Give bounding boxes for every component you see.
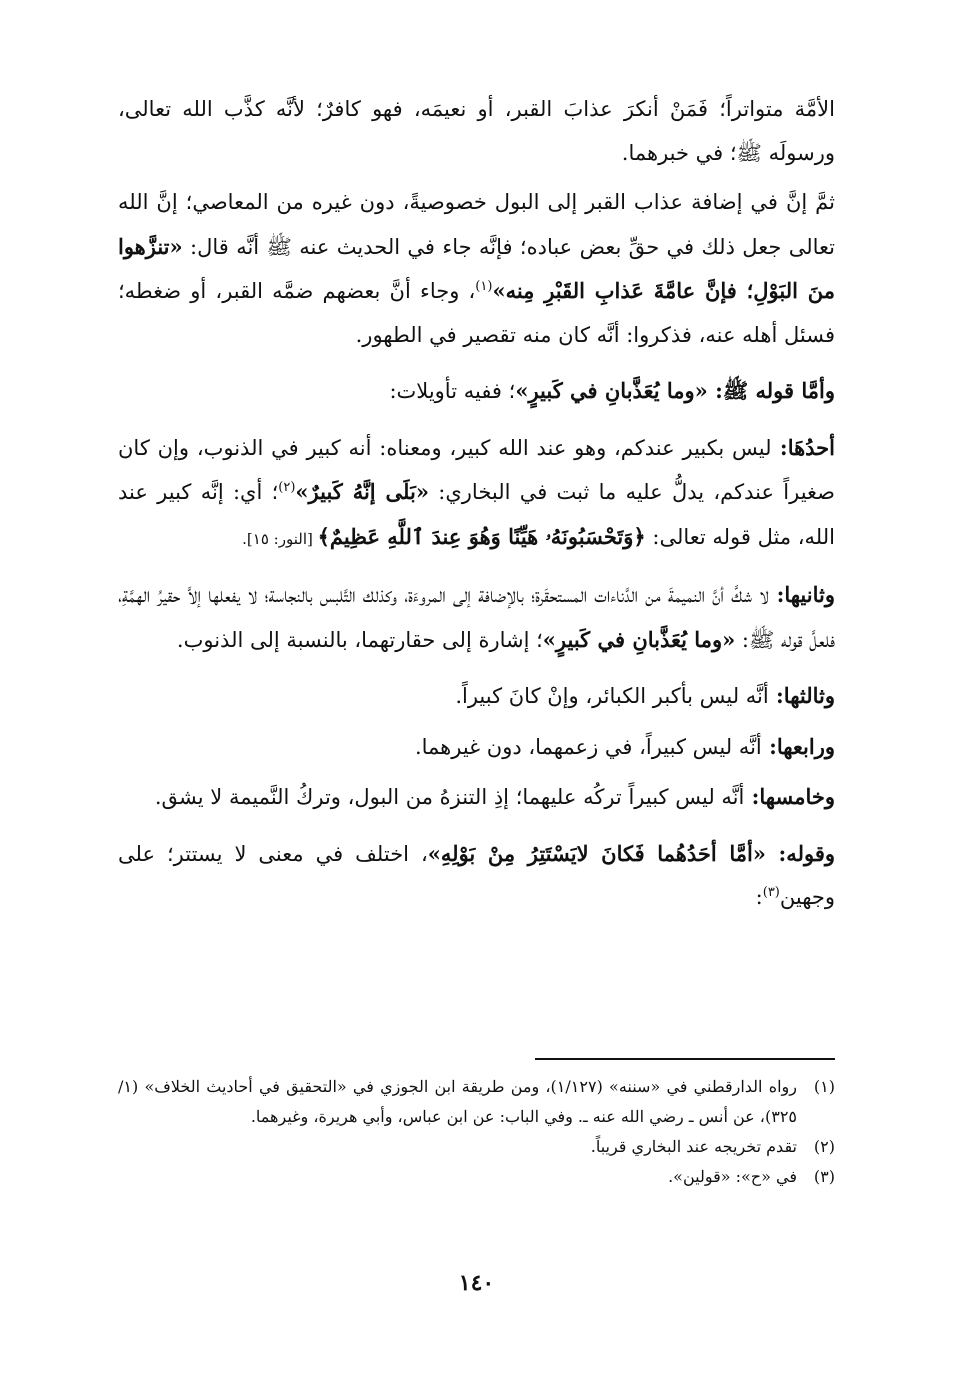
hadith-quote: «بَلَى إنَّهُ كَبيرٌ»	[295, 479, 429, 504]
footnote-marker[interactable]: (٢)	[278, 480, 296, 495]
main-text	[118, 88, 835, 932]
paragraph-text: ، وجاء أنَّ بعضهم ضمَّه القبر، أو ضغطه؛ فسئل أهله عنه، فذكروا: أنَّه كان منه تقصير في الطهور.	[118, 279, 835, 347]
paragraph-lead: وثالثها:	[768, 683, 835, 708]
page-number: ١٤٠	[458, 1270, 495, 1296]
paragraph-9	[118, 832, 835, 920]
hadith-quote: «تنزَّهوا منَ البَوْلِ؛ فإنَّ عامَّةَ عَذابِ القَبْرِ مِنه»	[118, 233, 836, 303]
paragraph-text: ؛ ففيه تأويلات:	[389, 379, 516, 403]
footnote-number: (٢)	[813, 1137, 835, 1156]
paragraph-3	[118, 369, 835, 414]
paragraph-text: ، اختلف في معنى لا يستتر؛ على وجهين	[118, 841, 835, 909]
paragraph-text: أنَّه ليس كبيراً، في زعمهما، دون غيرهما.	[414, 734, 762, 759]
paragraph-2	[118, 181, 835, 357]
paragraph-text: ؛ إشارة إلى حقارتهما، بالنسبة إلى الذنوب.	[176, 627, 543, 652]
footnote-marker[interactable]: (٣)	[762, 885, 780, 900]
footnote-text: في «ح»: «قولين».	[668, 1167, 797, 1186]
footnote-item	[118, 1072, 835, 1132]
paragraph-text: :	[755, 885, 763, 909]
footnote-marker[interactable]: (١)	[475, 279, 493, 294]
paragraph-lead: وقوله:	[765, 840, 835, 866]
footnotes	[118, 1072, 835, 1192]
footnote-number: (٣)	[813, 1167, 835, 1186]
paragraph-1	[118, 88, 835, 175]
footnote-item	[118, 1162, 835, 1192]
footnote-text: رواه الدارقطني في «سننه» (١/١٢٧)، ومن طريقة ابن الجوزي في «التحقيق في أحاديث الخلاف» (١/ ٣٢٥)، عن أنس ـ رضي الله عنه ـ. وفي الباب: عن ابن عباس، وأبي هريرة، وغيرهما.	[118, 1077, 797, 1126]
paragraph-text: ؛ أي: إنَّه كبير عند الله، مثل قوله تعالى:	[118, 480, 835, 549]
footnote-item	[118, 1132, 835, 1162]
hadith-quote: «وما يُعَذَّبانِ في كَبيرٍ»	[515, 378, 708, 403]
paragraph-text: ليس بكبير عندكم، وهو عند الله كبير، ومعناه: أنه كبير في الذنوب، وإن كان صغيراً عندكم، يدلُّ عليه ما ثبت في البخاري:	[118, 435, 835, 504]
hadith-quote: «وما يُعَذَّبانِ في كَبيرٍ»	[542, 626, 736, 652]
paragraph-5	[118, 573, 835, 662]
footnote-number: (١)	[813, 1077, 835, 1096]
footnote-divider	[535, 1058, 835, 1060]
paragraph-text: أنَّه ليس كبيراً تركُه عليهما؛ إذِ التنزهُ من البول، وتركُ النَّميمة لا يشق.	[154, 785, 745, 809]
paragraph-text: أنَّه ليس بأكبر الكبائر، وإنْ كانَ كبيراً.	[455, 684, 769, 708]
paragraph-7	[118, 725, 835, 770]
paragraph-text: ثمَّ إنَّ في إضافة عذاب القبر إلى البول خصوصيةً، دون غيره من المعاصي؛ إنَّ الله تعالى جعل ذلك في حقِّ بعض عباده؛ فإنَّه جاء في الحديث عنه ﷺ أنَّه قال:	[118, 190, 835, 259]
verse-reference: [النور: ١٥].	[242, 529, 318, 548]
paragraph-lead: أحدُهَا:	[771, 434, 836, 460]
hadith-quote: «أمَّا أحَدُهُما فَكانَ لايَسْتَتِرُ مِنْ بَوْلِهِ»	[427, 840, 766, 866]
footnote-text: تقدم تخريجه عند البخاري قريباً.	[590, 1137, 797, 1156]
paragraph-lead: ورابعها:	[761, 733, 835, 759]
paragraph-4	[118, 426, 835, 562]
paragraph-8	[118, 775, 835, 820]
paragraph-text: الأمَّة متواتراً؛ فَمَنْ أنكرَ عذابَ القبر، أو نعيمَه، فهو كافرٌ؛ لأنَّه كذَّب الله تعالى، ورسولَه ﷺ؛ في خبرهما.	[118, 97, 835, 165]
paragraph-lead: وخامسها:	[744, 784, 835, 809]
quran-verse: ﴿وَتَحْسَبُونَهُۥ هَيِّنًا وَهُوَ عِندَ ٱللَّهِ عَظِيمٌ﴾	[317, 523, 646, 549]
paragraph-lead: وثانيها:	[768, 582, 835, 607]
paragraph-text: لا شكَّ أنَّ النميمةَ من الدَّناءات المستحقَرة؛ بالإضافة إلى المروءَة، وكذلك التَّلبس بالنجاسة؛ لا يفعلها إلاَّ حقيرُ الهمَّةِ، فلعلَّ قوله ﷺ:	[118, 583, 835, 652]
paragraph-6	[118, 674, 835, 719]
paragraph-lead: وأمَّا قوله ﷺ:	[707, 378, 835, 403]
